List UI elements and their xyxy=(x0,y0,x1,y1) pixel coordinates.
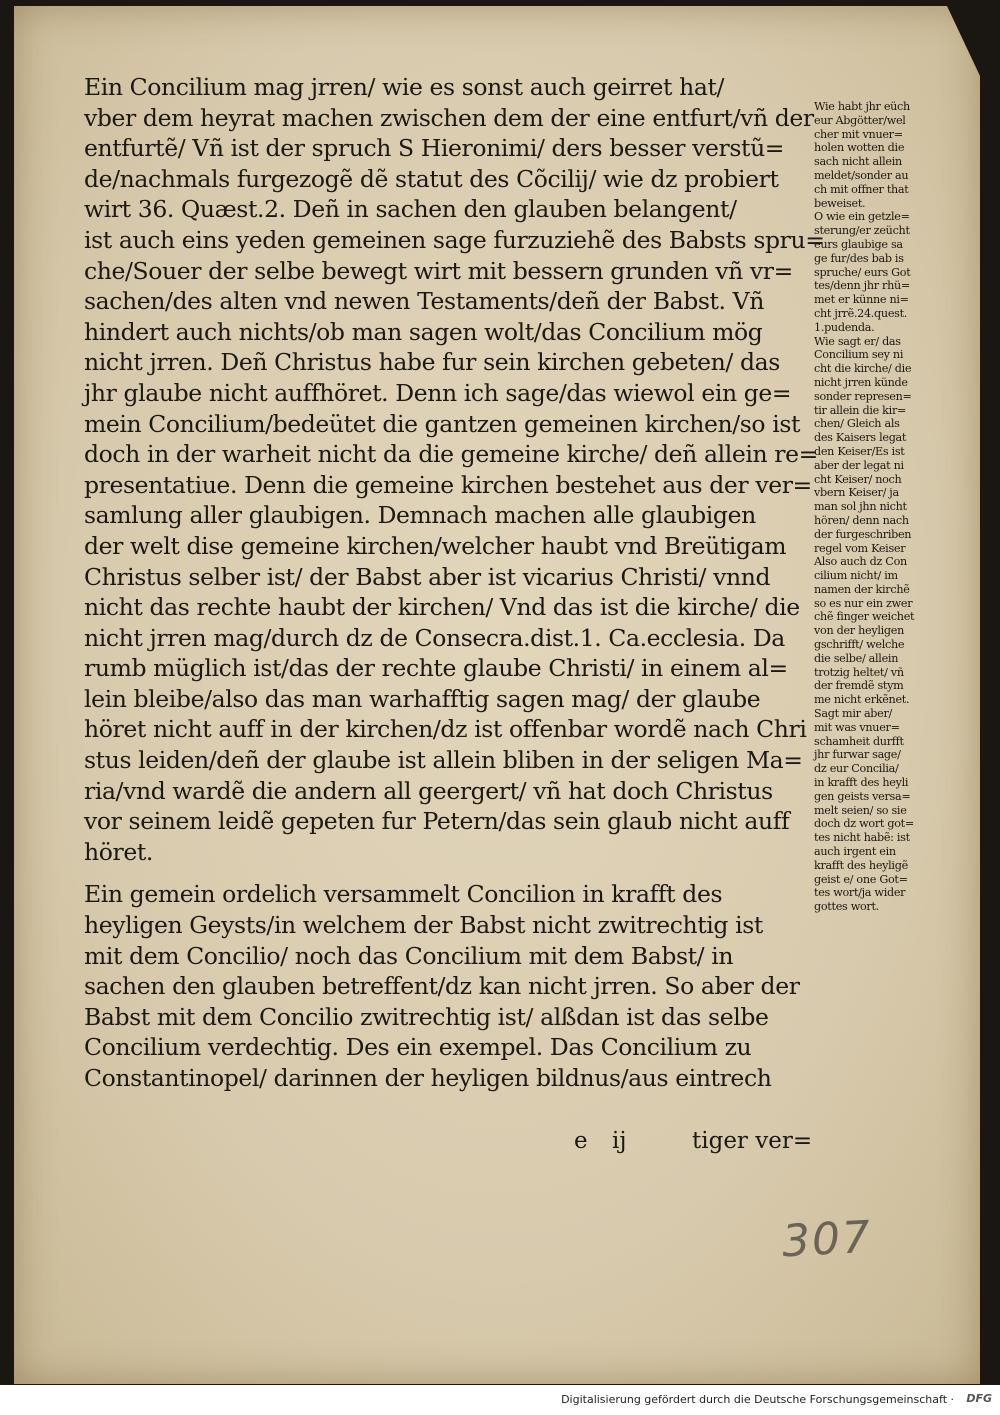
margin-note-line: Sagt mir aber/ xyxy=(814,707,893,721)
margin-note-line: sterung/er zeücht xyxy=(814,224,910,238)
text-line: lein bleibe/also das man warhafftig sagen mag/ der glaube xyxy=(84,684,761,713)
text-line: presentatiue. Denn die gemeine kirchen bestehet aus der ver= xyxy=(84,470,812,499)
text-line: sachen den glauben betreffent/dz kan nicht jrren. So aber der xyxy=(84,972,800,1001)
footer-credit: Digitalisierung gefördert durch die Deutsche Forschungsgemeinschaft · xyxy=(561,1393,954,1406)
margin-note-line: so es nur ein zwer xyxy=(814,596,913,610)
margin-note-line: der furgeschriben xyxy=(814,527,912,541)
margin-note-line: vbern Keiser/ ja xyxy=(814,486,899,500)
margin-note-line: gottes wort. xyxy=(814,900,879,914)
margin-note-line: nicht jrren künde xyxy=(814,375,908,389)
margin-notes xyxy=(814,100,974,914)
margin-note-line: geist e/ one Got= xyxy=(814,872,908,886)
text-line: vber dem heyrat machen zwischen dem der eine entfurt/vñ der xyxy=(84,103,814,132)
text-line: samlung aller glaubigen. Demnach machen alle glaubigen xyxy=(84,501,756,530)
margin-note-line: des Kaisers legat xyxy=(814,431,907,445)
margin-note-line: Concilium sey ni xyxy=(814,348,904,362)
margin-note-line: der fremdẽ stym xyxy=(814,679,904,693)
text-line: nicht jrren. Deñ Christus habe fur sein kirchen gebeten/ das xyxy=(84,348,780,377)
margin-note-line: eur Abgötter/wel xyxy=(814,113,906,127)
handwritten-page-number: 307 xyxy=(780,1211,874,1268)
margin-note-line: me nicht erkẽnet. xyxy=(814,693,910,707)
margin-note-line: aber der legat ni xyxy=(814,458,904,472)
text-line: Concilium verdechtig. Des ein exempel. Das Concilium zu xyxy=(84,1033,752,1062)
margin-note-line: ge fur/des bab is xyxy=(814,251,904,265)
text-line: hindert auch nichts/ob man sagen wolt/das Concilium mög xyxy=(84,317,763,346)
margin-note-line: cht Keiser/ noch xyxy=(814,472,902,486)
text-line: nicht jrren mag/durch dz de Consecra.dist.1. Ca.ecclesia. Da xyxy=(84,623,785,652)
text-line: heyligen Geysts/in welchem der Babst nicht zwitrechtig ist xyxy=(84,911,763,940)
margin-note-line: met er künne ni= xyxy=(814,293,909,307)
text-line: jhr glaube nicht auffhöret. Denn ich sage/das wiewol ein ge= xyxy=(84,378,792,407)
margin-note-line: auch irgent ein xyxy=(814,845,896,859)
margin-note-line: sonder represen= xyxy=(814,389,912,403)
margin-note-line: cht jrrẽ.24.quest. xyxy=(814,306,908,320)
text-line: vor seinem leidẽ gepeten fur Petern/das sein glaub nicht auff xyxy=(84,807,790,836)
margin-note-line: chen/ Gleich als xyxy=(814,417,900,431)
book-page xyxy=(14,6,980,1384)
text-line: stus leiden/deñ der glaube ist allein bliben in der seligen Ma= xyxy=(84,746,803,775)
text-line: wirt 36. Quæst.2. Deñ in sachen den glauben belangent/ xyxy=(84,195,737,224)
text-line: Constantinopel/ darinnen der heyligen bildnus/aus eintrech xyxy=(84,1064,772,1092)
margin-note-line: gen geists versa= xyxy=(814,789,911,803)
margin-note-line: Wie habt jhr eüch xyxy=(814,100,910,113)
main-text-block xyxy=(84,72,825,1094)
torn-corner xyxy=(925,6,980,76)
margin-note-line: den Keiser/Es ist xyxy=(814,444,905,458)
text-line: Ein Concilium mag jrren/ wie es sonst auch geirret hat/ xyxy=(84,73,725,101)
margin-note-line: Wie sagt er/ das xyxy=(814,334,901,348)
text-line: mein Concilium/bedeütet die gantzen gemeinen kirchen/so ist xyxy=(84,409,801,438)
text-line: sachen/des alten vnd newen Testaments/deñ der Babst. Vñ xyxy=(84,287,764,316)
footer-bar xyxy=(0,1385,1000,1415)
text-line: doch in der warheit nicht da die gemeine kirche/ deñ allein re= xyxy=(84,440,818,469)
text-line: Babst mit dem Concilio zwitrechtig ist/ alßdan ist das selbe xyxy=(84,1002,769,1031)
text-line: mit dem Concilio/ noch das Concilium mit dem Babst/ in xyxy=(84,941,734,970)
dfg-logo: DFG xyxy=(966,1392,992,1405)
margin-note-line: hören/ denn nach xyxy=(814,513,909,527)
margin-note-line: die selbe/ allein xyxy=(814,651,899,665)
margin-note-line: tes/denn jhr rhü= xyxy=(814,279,910,293)
text-line: ria/vnd wardẽ die andern all geergert/ vñ hat doch Christus xyxy=(84,776,773,805)
margin-note-line: sach nicht allein xyxy=(814,155,902,169)
margin-note-line: krafft des heyligẽ xyxy=(814,858,908,872)
margin-note-line: dz eur Concilia/ xyxy=(814,762,899,776)
margin-note-line: cilium nicht/ im xyxy=(814,569,898,583)
margin-note-line: spruche/ eurs Got xyxy=(814,265,911,279)
margin-note-line: Also auch dz Con xyxy=(814,555,907,569)
margin-note-line: trotzig heltet/ vñ xyxy=(814,665,904,679)
text-line: höret nicht auff in der kirchen/dz ist offenbar wordẽ nach Chri xyxy=(84,715,807,744)
signature-mark: e xyxy=(574,1128,588,1154)
margin-note-line: in krafft des heyli xyxy=(814,776,909,790)
text-line: Ein gemein ordelich versammelt Concilion in krafft des xyxy=(84,880,723,909)
margin-note-line: holen wotten die xyxy=(814,141,905,155)
margin-note-line: cher mit vnuer= xyxy=(814,127,903,141)
margin-note-line: regel vom Keiser xyxy=(814,541,906,555)
margin-note-line: doch dz wort got= xyxy=(814,817,914,831)
margin-note-line: 1.pudenda. xyxy=(814,320,875,334)
margin-note-line: mit was vnuer= xyxy=(814,720,900,734)
margin-note-line: schamheit durfft xyxy=(814,734,904,748)
margin-note-line: tes wort/ja wider xyxy=(814,886,906,900)
text-line: Christus selber ist/ der Babst aber ist vicarius Christi/ vnnd xyxy=(84,562,771,591)
text-line: ist auch eins yeden gemeinen sage furzuziehẽ des Babsts spru= xyxy=(84,225,825,254)
margin-note-line: ch mit offner that xyxy=(814,182,909,196)
signature-number: ij xyxy=(612,1128,627,1154)
text-line: nicht das rechte haubt der kirchen/ Vnd das ist die kirche/ die xyxy=(84,593,800,622)
margin-note-line: melt seien/ so sie xyxy=(814,803,907,817)
margin-note-line: eurs glaubige sa xyxy=(814,237,903,251)
margin-note-line: man sol jhn nicht xyxy=(814,500,907,514)
margin-note-line: von der heyligen xyxy=(814,624,904,638)
margin-note-line: jhr furwar sage/ xyxy=(814,748,901,762)
margin-note-line: meldet/sonder au xyxy=(814,168,909,182)
margin-note-line: chẽ finger weichet xyxy=(814,610,915,624)
text-line: entfurtẽ/ Vñ ist der spruch S Hieronimi/ ders besser verstũ= xyxy=(84,134,785,163)
margin-note-line: beweiset. xyxy=(814,196,866,210)
text-line: rumb müglich ist/das der rechte glaube Christi/ in einem al= xyxy=(84,654,788,683)
margin-note-line: gschrifft/ welche xyxy=(814,638,905,652)
margin-note-line: O wie ein getzle= xyxy=(814,210,910,224)
margin-note-line: namen der kirchẽ xyxy=(814,582,910,596)
text-line: de/nachmals furgezogẽ dẽ statut des Cõcilij/ wie dz probiert xyxy=(84,164,779,193)
paragraph-gap xyxy=(84,867,819,879)
margin-note-line: cht die kirche/ die xyxy=(814,362,912,376)
catchword: tiger ver= xyxy=(692,1128,813,1154)
text-line: che/Souer der selbe bewegt wirt mit bessern grunden vñ vr= xyxy=(84,256,793,285)
margin-note-line: tir allein die kir= xyxy=(814,403,907,417)
text-line: der welt dise gemeine kirchen/welcher haubt vnd Breütigam xyxy=(84,531,787,560)
margin-note-line: tes nicht habẽ: ist xyxy=(814,831,910,845)
text-line: höret. xyxy=(84,837,153,866)
